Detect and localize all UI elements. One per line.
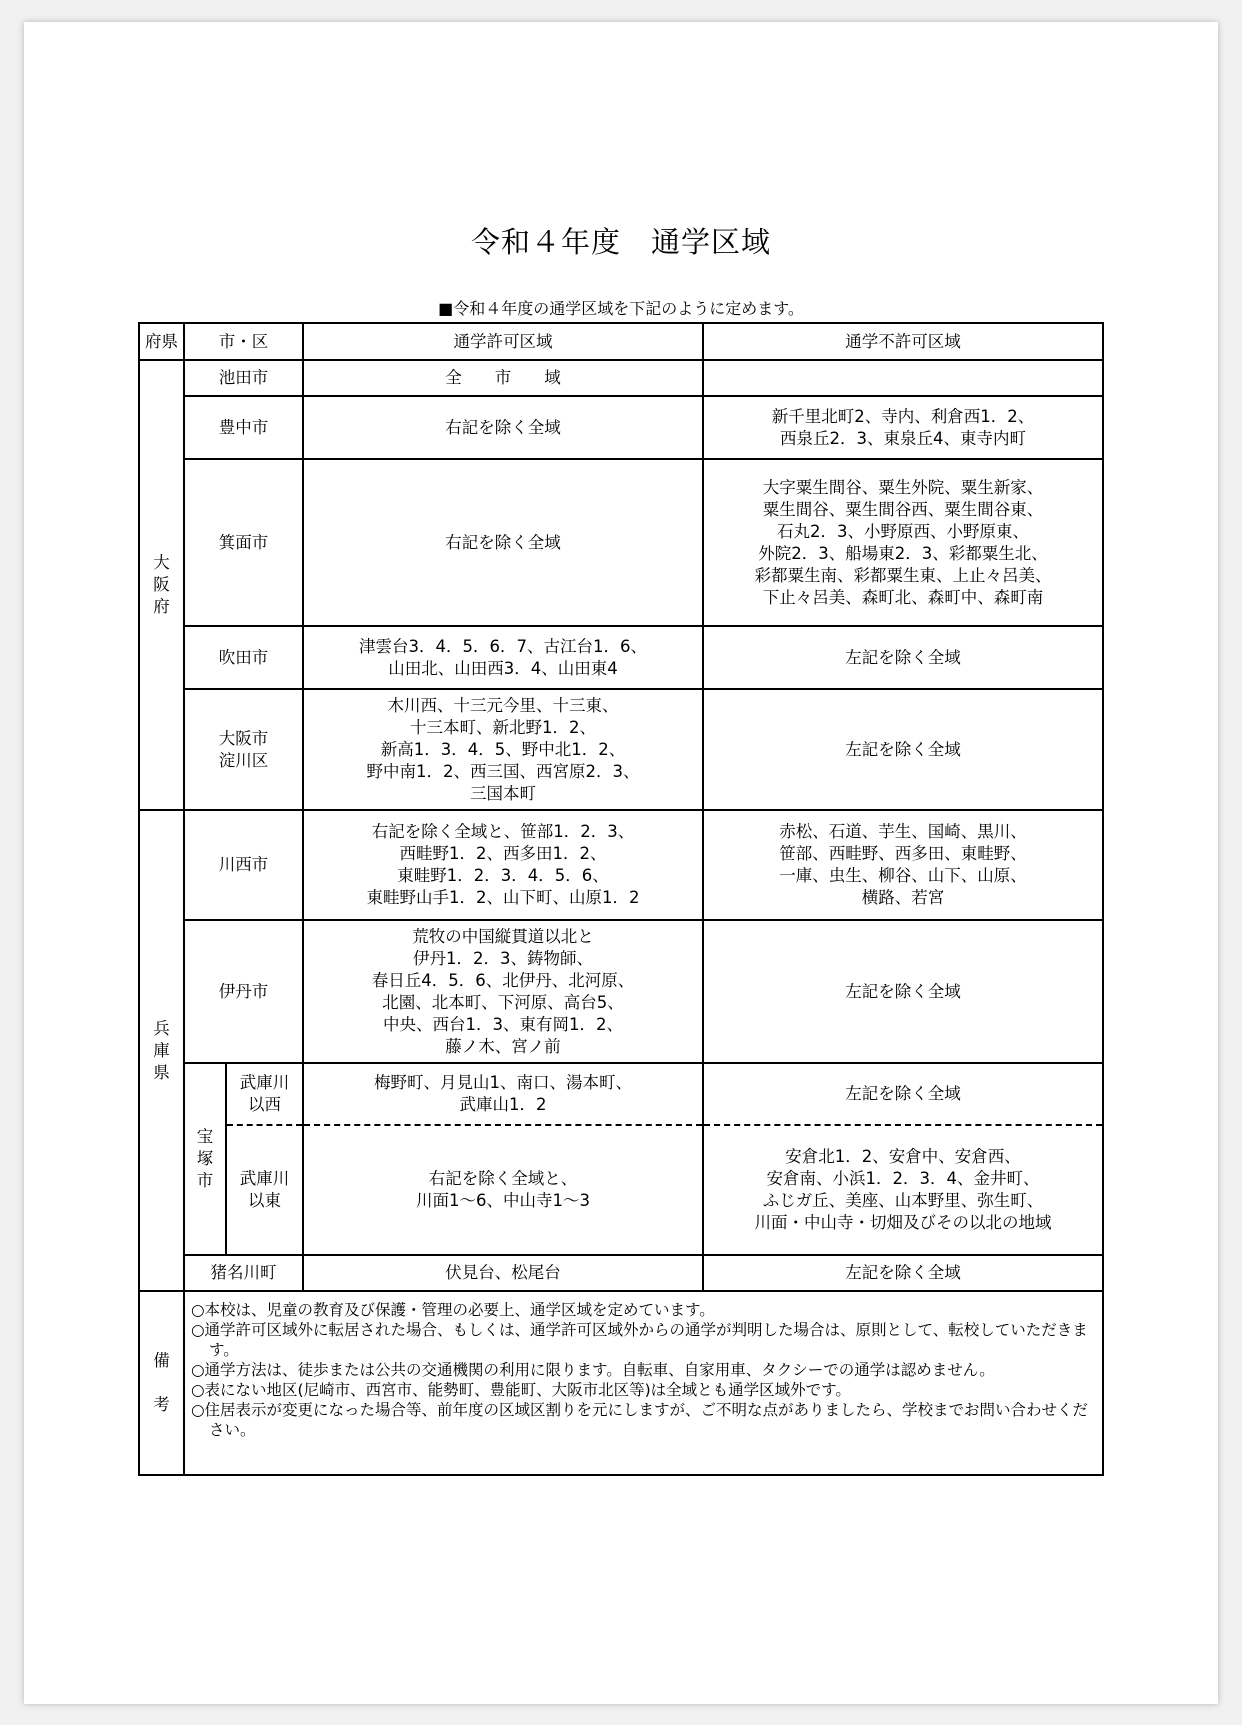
allowed-text: 全 市 域 [445,368,561,387]
note-line: ○表にない地区(尼崎市、西宮市、能勢町、豊能町、大阪市北区等)は全域とも通学区域外です。 [191,1381,851,1399]
allowed-cell: 木川西、十三元今里、十三東、 十三本町、新北野1．2、 新高1．3．4．5、野中北1．2、 野中南1．2、西三国、西宮原2．3、 三国本町 [303,689,703,810]
table-row [139,459,1103,626]
table-row [139,920,1103,1063]
note-line: ○通学許可区域外に転居された場合、もしくは、通学許可区域外からの通学が判明した場合は、原則として、転校していただきます。 [191,1321,1088,1359]
table-row [139,689,1103,810]
subarea-cell: 武庫川 以東 [226,1125,303,1255]
header-pref: 府県 [139,323,184,360]
school-district-table [138,322,1104,1476]
document-title: 令和４年度 通学区域 [470,225,771,259]
table-header-row [139,323,1103,360]
note-line: ○住居表示が変更になった場合等、前年度の区域区割りを元にしますが、ご不明な点がありましたら、学校までお問い合わせください。 [191,1401,1089,1439]
allowed-cell [303,360,703,396]
table-row [139,1063,1103,1125]
allowed-cell: 荒牧の中国縦貫道以北と 伊丹1．2．3、鋳物師、 春日丘4．5．6、北伊丹、北河原、 北園、北本町、下河原、高台5、 中央、西台1．3、東有岡1．2、 藤ノ木、宮ノ前 [303,920,703,1063]
allowed-cell: 右記を除く全域と、笹部1．2．3、 西畦野1．2、西多田1．2、 東畦野1．2．3．4．5．6、 東畦野山手1．2、山下町、山原1．2 [303,810,703,920]
city-cell: 宝 塚 市 [184,1063,226,1255]
allowed-cell: 津雲台3．4．5．6．7、古江台1．6、 山田北、山田西3．4、山田東4 [303,626,703,689]
header-allowed: 通学許可区域 [303,323,703,360]
table-row [139,360,1103,396]
subarea-cell: 武庫川 以西 [226,1063,303,1125]
city-cell: 猪名川町 [184,1255,303,1291]
table-row [139,1125,1103,1255]
notes-label: 備 考 [139,1291,184,1475]
header-city: 市・区 [184,323,303,360]
city-cell: 豊中市 [184,396,303,459]
city-cell: 箕面市 [184,459,303,626]
not-allowed-cell: 赤松、石道、芋生、国崎、黒川、 笹部、西畦野、西多田、東畦野、 一庫、虫生、柳谷、山下、山原、 横路、若宮 [703,810,1103,920]
city-cell: 池田市 [184,360,303,396]
city-cell: 伊丹市 [184,920,303,1063]
table-row [139,1255,1103,1291]
document-page [24,22,1218,1704]
document-lead: ■令和４年度の通学区域を下記のように定めます。 [438,299,804,318]
notes-row [139,1291,1103,1475]
allowed-cell: 右記を除く全域 [303,396,703,459]
not-allowed-cell: 左記を除く全域 [703,1255,1103,1291]
not-allowed-cell: 安倉北1．2、安倉中、安倉西、 安倉南、小浜1．2．3．4、金井町、 ふじガ丘、美座、山本野里、弥生町、 川面・中山寺・切畑及びその以北の地域 [703,1125,1103,1255]
not-allowed-cell: 左記を除く全域 [703,626,1103,689]
table-row [139,810,1103,920]
not-allowed-cell: 左記を除く全域 [703,689,1103,810]
not-allowed-cell: 大字粟生間谷、粟生外院、粟生新家、 粟生間谷、粟生間谷西、粟生間谷東、 石丸2．3、小野原西、小野原東、 外院2．3、船場東2．3、彩都粟生北、 彩都粟生南、彩都粟生東、上止々呂美、 下止々呂美、森町北、森町中、森町南 [703,459,1103,626]
header-not-allowed: 通学不許可区域 [703,323,1103,360]
table-row [139,626,1103,689]
city-cell: 大阪市 淀川区 [184,689,303,810]
allowed-cell: 梅野町、月見山1、南口、湯本町、 武庫山1．2 [303,1063,703,1125]
note-line: ○本校は、児童の教育及び保護・管理の必要上、通学区域を定めています。 [191,1301,715,1319]
not-allowed-cell: 左記を除く全域 [703,1063,1103,1125]
not-allowed-cell [703,360,1103,396]
not-allowed-cell: 左記を除く全域 [703,920,1103,1063]
allowed-cell: 伏見台、松尾台 [303,1255,703,1291]
city-cell: 吹田市 [184,626,303,689]
pref-hyogo: 兵 庫 県 [139,810,184,1291]
table-row [139,396,1103,459]
not-allowed-cell: 新千里北町2、寺内、利倉西1．2、 西泉丘2．3、東泉丘4、東寺内町 [703,396,1103,459]
note-line: ○通学方法は、徒歩または公共の交通機関の利用に限ります。自転車、自家用車、タクシーでの通学は認めません。 [191,1361,995,1379]
city-cell: 川西市 [184,810,303,920]
pref-osaka: 大 阪 府 [139,360,184,810]
notes-cell [184,1291,1103,1475]
allowed-cell: 右記を除く全域 [303,459,703,626]
allowed-cell: 右記を除く全域と、 川面1～6、中山寺1～3 [303,1125,703,1255]
